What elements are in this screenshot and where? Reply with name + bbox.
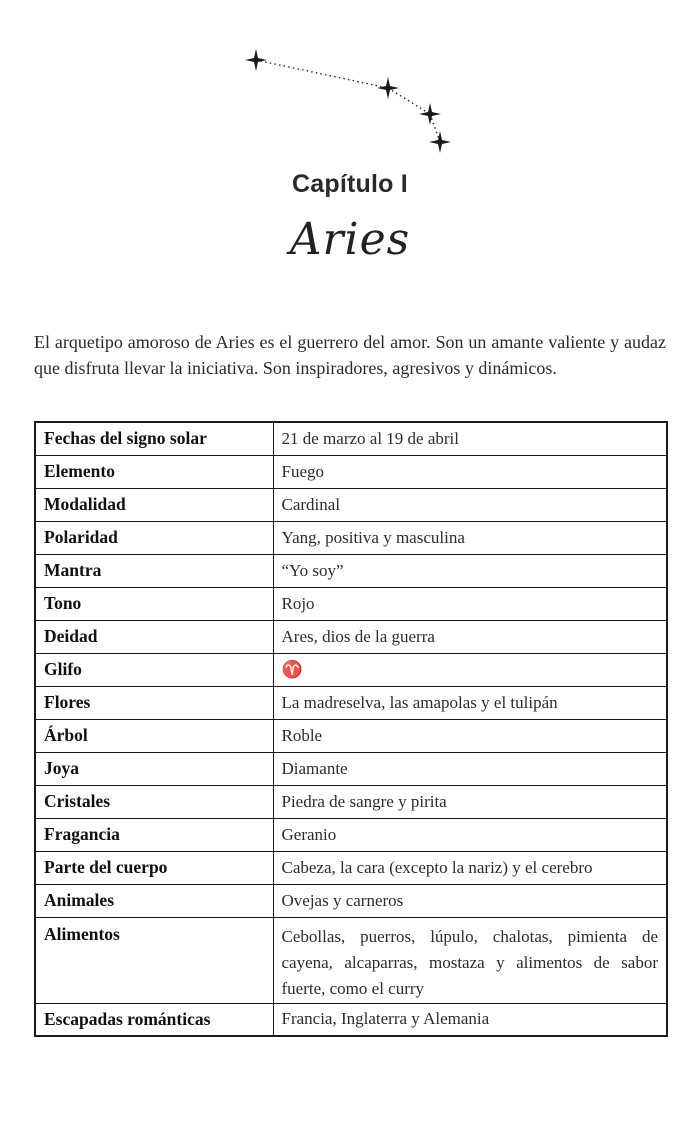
sign-properties-table	[34, 421, 668, 1037]
star-icon	[245, 49, 267, 71]
row-value: Yang, positiva y masculina	[273, 521, 667, 554]
row-label: Elemento	[35, 455, 273, 488]
row-value: Geranio	[273, 818, 667, 851]
row-value: Fuego	[273, 455, 667, 488]
row-value: La madreselva, las amapolas y el tulipán	[273, 686, 667, 719]
row-value: Cardinal	[273, 488, 667, 521]
table-row	[35, 521, 667, 554]
row-value: Roble	[273, 719, 667, 752]
row-value: Rojo	[273, 587, 667, 620]
table-row	[35, 620, 667, 653]
row-value: Cebollas, puerros, lúpulo, chalotas, pimienta de cayena, alcaparras, mostaza y alimentos de sabor fuerte, como el curry	[273, 917, 667, 1003]
row-label: Escapadas románticas	[35, 1003, 273, 1036]
table-row	[35, 818, 667, 851]
row-value: Ares, dios de la guerra	[273, 620, 667, 653]
star-icon	[419, 103, 441, 125]
table-row	[35, 422, 667, 455]
table-row	[35, 752, 667, 785]
row-label: Modalidad	[35, 488, 273, 521]
table-row	[35, 884, 667, 917]
row-label: Fragancia	[35, 818, 273, 851]
star-icon	[377, 77, 399, 99]
aries-constellation-illustration	[0, 0, 700, 170]
intro-paragraph: El arquetipo amoroso de Aries es el guerrero del amor. Son un amante valiente y audaz que disfruta llevar la iniciativa. Son inspiradores, agresivos y dinámicos.	[34, 332, 666, 378]
star-icon	[429, 131, 451, 153]
table-row	[35, 554, 667, 587]
row-label: Parte del cuerpo	[35, 851, 273, 884]
table-row	[35, 1003, 667, 1036]
table-row	[35, 917, 667, 1003]
table-row	[35, 851, 667, 884]
table-row	[35, 785, 667, 818]
row-label: Deidad	[35, 620, 273, 653]
constellation-stars	[245, 49, 451, 153]
table-row	[35, 488, 667, 521]
row-value: 21 de marzo al 19 de abril	[273, 422, 667, 455]
row-label: Animales	[35, 884, 273, 917]
row-label: Mantra	[35, 554, 273, 587]
table-row	[35, 686, 667, 719]
row-value: Diamante	[273, 752, 667, 785]
row-value: Francia, Inglaterra y Alemania	[273, 1003, 667, 1036]
row-label: Polaridad	[35, 521, 273, 554]
row-label: Fechas del signo solar	[35, 422, 273, 455]
row-label: Glifo	[35, 653, 273, 686]
row-label: Joya	[35, 752, 273, 785]
row-value: “Yo soy”	[273, 554, 667, 587]
chapter-heading: Capítulo I	[292, 170, 408, 198]
row-value: Ovejas y carneros	[273, 884, 667, 917]
row-value: Piedra de sangre y pirita	[273, 785, 667, 818]
row-label: Árbol	[35, 719, 273, 752]
sign-title: Aries	[289, 214, 411, 265]
row-label: Flores	[35, 686, 273, 719]
row-label: Alimentos	[35, 917, 273, 1003]
table-row	[35, 719, 667, 752]
aries-glyph: ♈	[273, 653, 667, 686]
row-label: Tono	[35, 587, 273, 620]
table-row	[35, 455, 667, 488]
table-row	[35, 653, 667, 686]
row-label: Cristales	[35, 785, 273, 818]
row-value: Cabeza, la cara (excepto la nariz) y el cerebro	[273, 851, 667, 884]
constellation-lines	[256, 60, 440, 142]
table-row	[35, 587, 667, 620]
